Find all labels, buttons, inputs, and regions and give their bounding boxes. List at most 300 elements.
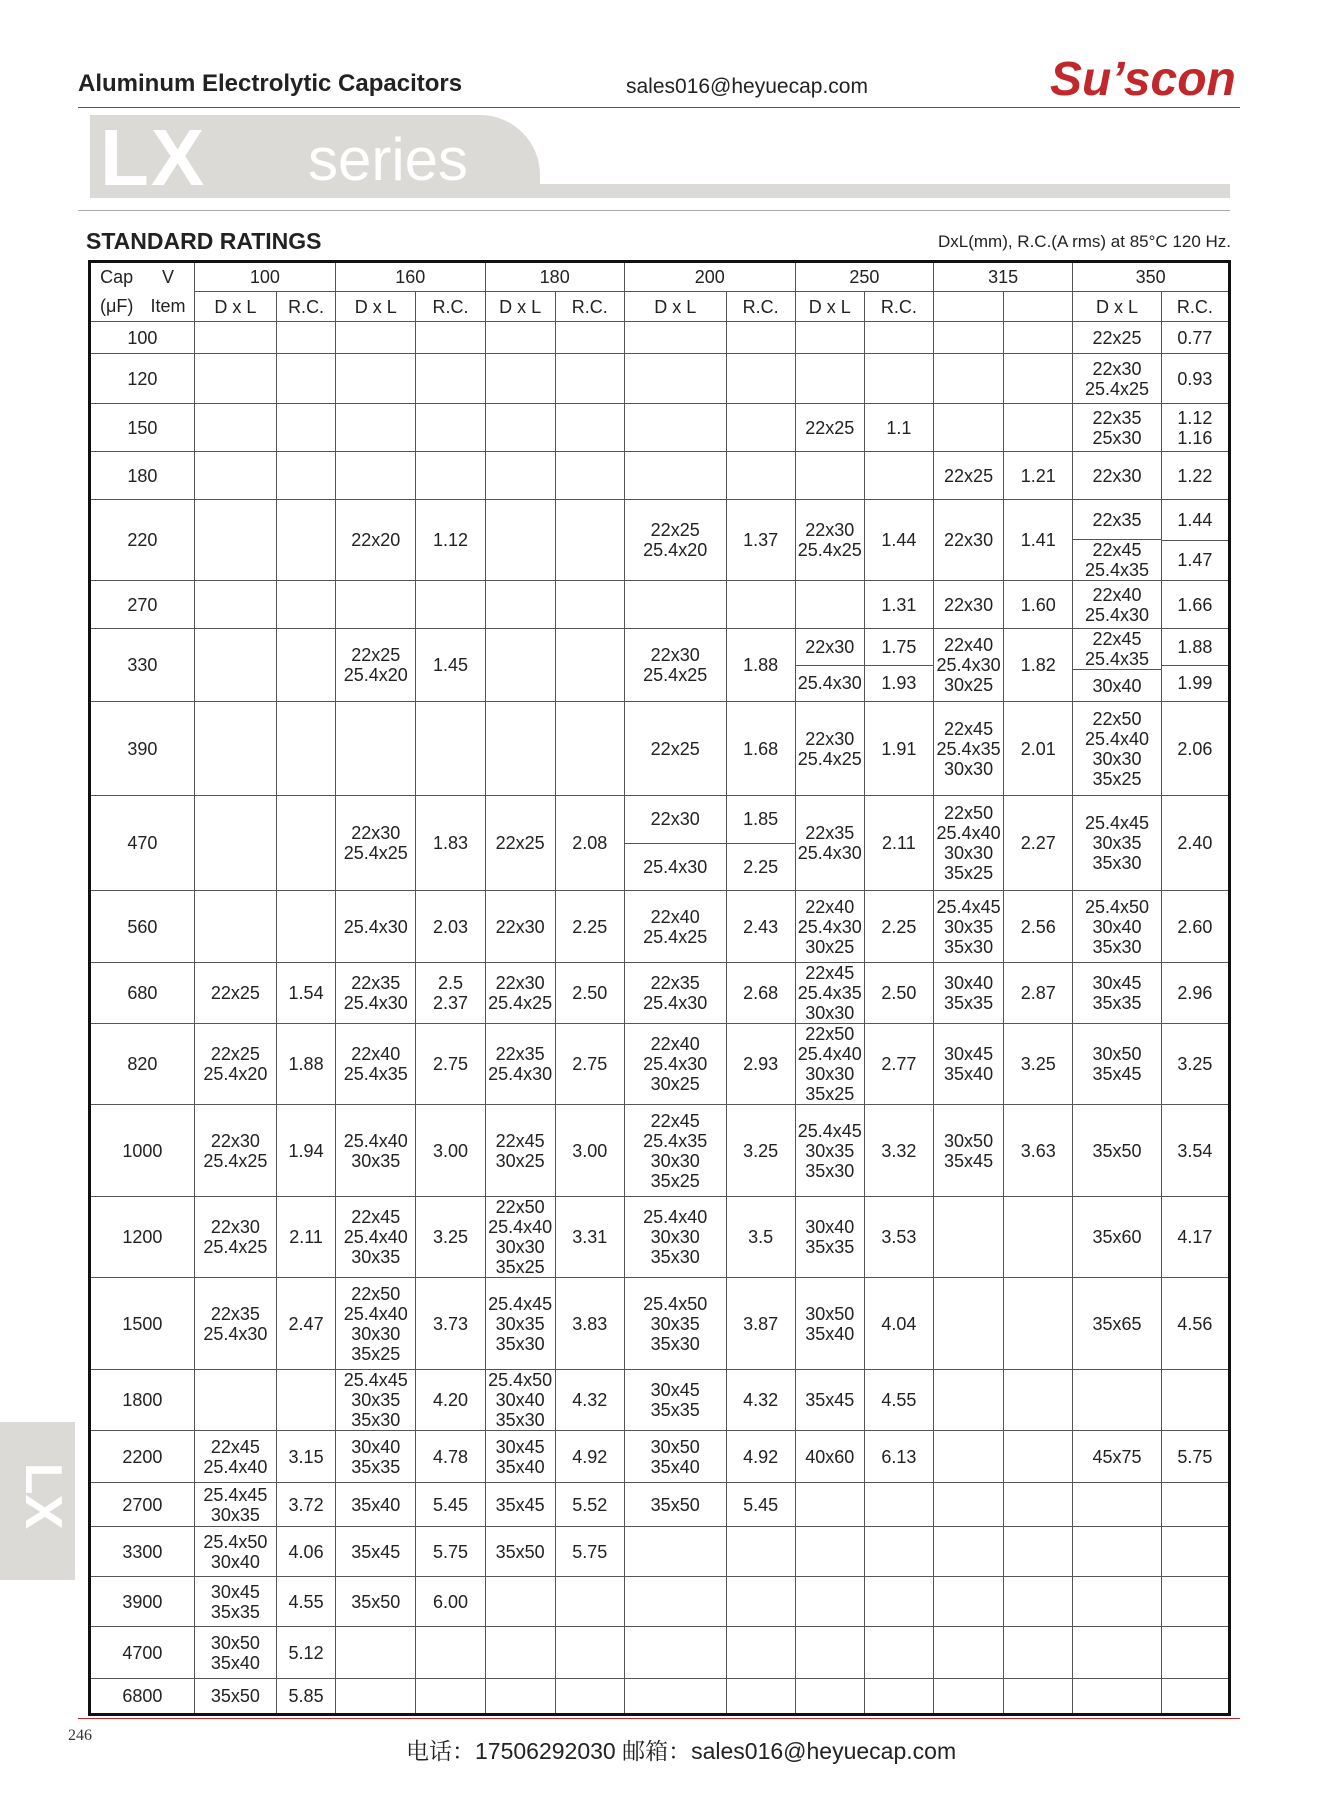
voltage-header: 180 [485,262,624,292]
rc-cell: 3.15 [277,1431,336,1483]
dxl-cell [485,629,555,702]
rc-cell [1004,1577,1073,1627]
dxl-cell [1073,1627,1161,1679]
dxl-cell: 25.4x50 30x35 35x30 [624,1278,726,1370]
dxl-cell [933,1527,1003,1577]
dxl-cell [1073,629,1161,702]
rc-cell: 2.03 [416,891,485,963]
table-row [90,354,1230,404]
dxl-cell: 22x35 25x30 [1073,404,1161,452]
dxl-cell [795,452,864,500]
dxl-cell: 25.4x45 30x35 35x30 [336,1370,416,1431]
rc-cell: 3.73 [416,1278,485,1370]
sub-value: 22x30 [805,636,855,657]
dxl-cell: 22x25 [194,963,276,1024]
dxl-cell: 22x45 25.4x35 30x30 35x25 [624,1105,726,1197]
dxl-cell [933,404,1003,452]
cap-cell: 100 [90,322,195,354]
rc-cell: 4.04 [864,1278,933,1370]
cap-cell: 150 [90,404,195,452]
sub-value: 1.44 [1177,509,1213,530]
dxl-cell [485,1627,555,1679]
sub-value: 30x40 [1073,669,1160,701]
dxl-cell: 35x45 [485,1483,555,1527]
dxl-header: D x L [1073,292,1161,322]
rc-cell [555,404,624,452]
rc-cell [555,322,624,354]
voltage-header: 200 [624,262,795,292]
series-bar [540,184,1230,198]
dxl-cell: 22x50 25.4x40 30x30 35x25 [933,796,1003,891]
rc-header [1004,292,1073,322]
rc-cell [726,1527,795,1577]
rc-cell: 4.56 [1161,1278,1229,1370]
rc-cell: 4.78 [416,1431,485,1483]
rc-cell: 2.08 [555,796,624,891]
rc-cell [277,796,336,891]
rc-cell [1161,1577,1229,1627]
table-row [90,1278,1230,1370]
table-row [90,963,1230,1024]
rc-cell [555,629,624,702]
rc-cell: 1.37 [726,500,795,581]
dxl-cell: 25.4x40 30x35 [336,1105,416,1197]
table-row [90,581,1230,629]
dxl-cell: 22x45 25.4x35 30x30 [933,702,1003,796]
table-row [90,1105,1230,1197]
table-row [90,1370,1230,1431]
dxl-cell: 22x35 25.4x30 [194,1278,276,1370]
rc-cell: 2.50 [864,963,933,1024]
dxl-cell: 22x25 25.4x20 [336,629,416,702]
rc-cell: 1.60 [1004,581,1073,629]
rc-cell: 1.88 [726,629,795,702]
cap-cell: 1200 [90,1197,195,1278]
rc-cell [277,500,336,581]
rc-cell: 1.94 [277,1105,336,1197]
dxl-cell [485,500,555,581]
cap-cell: 4700 [90,1627,195,1679]
rc-cell: 2.11 [864,796,933,891]
dxl-cell [624,354,726,404]
sub-value: 22x45 25.4x35 [1084,629,1150,669]
table-row [90,1627,1230,1679]
dxl-cell [624,1627,726,1679]
rc-cell: 5.52 [555,1483,624,1527]
cap-cell: 1800 [90,1370,195,1431]
dxl-cell: 35x50 [624,1483,726,1527]
rc-cell [726,354,795,404]
dxl-cell: 25.4x50 30x40 35x30 [485,1370,555,1431]
rc-cell [416,404,485,452]
cap-cell: 1000 [90,1105,195,1197]
rc-cell [1004,1370,1073,1431]
dxl-cell [194,581,276,629]
rc-cell [277,891,336,963]
dxl-cell [485,404,555,452]
rc-cell: 1.1 [864,404,933,452]
rc-cell [277,1370,336,1431]
sub-value: 22x35 [1092,509,1142,530]
dxl-cell: 25.4x45 30x35 [194,1483,276,1527]
page-number: 246 [68,1727,92,1744]
cap-cell: 330 [90,629,195,702]
cap-cell: 470 [90,796,195,891]
dxl-cell: 22x30 25.4x25 [624,629,726,702]
rc-cell: 1.44 [864,500,933,581]
dxl-cell: 35x45 [336,1527,416,1577]
rc-cell: 4.06 [277,1527,336,1577]
rc-cell: 4.17 [1161,1197,1229,1278]
rc-cell: 3.31 [555,1197,624,1278]
rc-cell [1004,404,1073,452]
dxl-cell: 22x40 25.4x30 30x25 [795,891,864,963]
rc-header: R.C. [1161,292,1229,322]
dxl-cell [624,1577,726,1627]
dxl-cell: 30x40 35x35 [933,963,1003,1024]
dxl-cell: 30x50 35x40 [194,1627,276,1679]
dxl-cell [933,1483,1003,1527]
rc-cell [864,322,933,354]
dxl-cell [194,404,276,452]
rc-cell: 2.43 [726,891,795,963]
rc-cell [726,1627,795,1679]
cap-cell: 820 [90,1024,195,1105]
rc-cell [1161,1483,1229,1527]
rc-cell [1161,1370,1229,1431]
dxl-cell: 22x45 25.4x40 30x35 [336,1197,416,1278]
dxl-cell [336,581,416,629]
cap-cell: 680 [90,963,195,1024]
dxl-cell: 30x45 35x35 [194,1577,276,1627]
dxl-cell: 22x25 [795,404,864,452]
dxl-cell [194,796,276,891]
rc-cell: 2.93 [726,1024,795,1105]
dxl-header: D x L [194,292,276,322]
sub-value: 1.93 [865,665,933,702]
dxl-cell [795,1527,864,1577]
rc-cell: 3.00 [416,1105,485,1197]
series-code: LX [100,113,207,202]
header-email[interactable]: sales016@heyuecap.com [626,75,868,98]
rc-cell [864,1577,933,1627]
rc-cell: 1.88 [277,1024,336,1105]
dxl-cell [194,702,276,796]
rc-cell: 4.32 [726,1370,795,1431]
rc-cell: 2.56 [1004,891,1073,963]
corner-item: Item [142,292,194,322]
rc-cell: 5.45 [726,1483,795,1527]
cap-cell: 120 [90,354,195,404]
corner-v: V [142,262,194,292]
rc-cell [555,1577,624,1627]
rc-cell [726,1679,795,1715]
dxl-cell: 30x50 35x40 [624,1431,726,1483]
rc-cell [555,452,624,500]
dxl-cell: 35x50 [485,1527,555,1577]
dxl-cell [795,629,864,702]
dxl-cell: 30x40 35x35 [795,1197,864,1278]
dxl-header: D x L [624,292,726,322]
dxl-cell [933,1197,1003,1278]
dxl-cell [795,581,864,629]
sub-value: 2.25 [727,843,795,891]
dxl-cell [933,1627,1003,1679]
table-row [90,702,1230,796]
table-row [90,891,1230,963]
cap-cell: 2700 [90,1483,195,1527]
rc-cell: 2.68 [726,963,795,1024]
dxl-cell: 22x30 25.4x25 [194,1105,276,1197]
rc-cell: 3.25 [726,1105,795,1197]
dxl-cell: 22x30 [933,500,1003,581]
rc-header: R.C. [277,292,336,322]
dxl-cell: 35x65 [1073,1278,1161,1370]
dxl-header: D x L [795,292,864,322]
rc-cell [1004,322,1073,354]
rc-cell: 1.22 [1161,452,1229,500]
table-row [90,1679,1230,1715]
dxl-cell: 30x45 35x40 [485,1431,555,1483]
dxl-cell [485,322,555,354]
dxl-cell: 25.4x30 [336,891,416,963]
rc-cell: 3.83 [555,1278,624,1370]
rc-cell: 1.31 [864,581,933,629]
rc-cell: 1.83 [416,796,485,891]
rc-cell [1161,1527,1229,1577]
rc-cell: 2.77 [864,1024,933,1105]
dxl-cell: 22x30 25.4x25 [194,1197,276,1278]
rc-cell [277,702,336,796]
dxl-cell: 22x30 25.4x25 [795,500,864,581]
cap-cell: 3300 [90,1527,195,1577]
dxl-cell: 25.4x45 30x35 35x30 [795,1105,864,1197]
dxl-cell: 25.4x45 30x35 35x30 [933,891,1003,963]
rc-cell [1004,354,1073,404]
rc-cell: 2.60 [1161,891,1229,963]
rc-cell: 4.20 [416,1370,485,1431]
rc-cell [277,322,336,354]
dxl-cell: 22x35 25.4x30 [624,963,726,1024]
side-tab-label: LX [14,1462,73,1530]
dxl-cell [1073,1370,1161,1431]
rc-cell [555,354,624,404]
rc-cell [277,452,336,500]
dxl-cell: 25.4x45 30x35 35x30 [485,1278,555,1370]
sub-value: 1.88 [1177,636,1213,657]
rc-cell [726,322,795,354]
rc-cell [726,1577,795,1627]
dxl-cell: 22x45 25.4x35 30x30 [795,963,864,1024]
rc-cell: 1.54 [277,963,336,1024]
dxl-cell [624,322,726,354]
rc-cell [555,1679,624,1715]
dxl-cell [933,1679,1003,1715]
sub-value: 1.75 [881,636,917,657]
cap-cell: 560 [90,891,195,963]
rc-cell [1161,1627,1229,1679]
rc-cell: 3.32 [864,1105,933,1197]
dxl-cell: 30x50 35x40 [795,1278,864,1370]
rc-cell: 5.75 [416,1527,485,1577]
rc-cell: 2.25 [555,891,624,963]
header-title: Aluminum Electrolytic Capacitors [78,70,463,97]
table-row [90,1024,1230,1105]
rc-cell: 3.87 [726,1278,795,1370]
voltage-header: 100 [194,262,335,292]
corner-unit: (μF) [90,292,143,322]
rc-cell: 1.68 [726,702,795,796]
rc-cell: 3.00 [555,1105,624,1197]
dxl-cell [336,322,416,354]
rc-cell [726,796,795,891]
rc-cell [277,354,336,404]
dxl-cell [194,500,276,581]
rc-cell [864,629,933,702]
cap-cell: 6800 [90,1679,195,1715]
dxl-cell [795,322,864,354]
dxl-cell [336,702,416,796]
rc-cell [864,1483,933,1527]
table-row [90,500,1230,581]
dxl-cell: 22x25 25.4x20 [624,500,726,581]
dxl-cell: 22x30 [485,891,555,963]
dxl-cell [933,1577,1003,1627]
dxl-cell: 22x25 [624,702,726,796]
rc-cell [726,404,795,452]
rc-cell [416,1679,485,1715]
dxl-cell: 22x25 [1073,322,1161,354]
dxl-cell: 22x25 [485,796,555,891]
dxl-cell: 35x40 [336,1483,416,1527]
rc-cell [1004,1197,1073,1278]
dxl-cell: 22x40 25.4x25 [624,891,726,963]
dxl-cell: 22x35 25.4x30 [336,963,416,1024]
rc-cell [1004,1483,1073,1527]
rc-cell: 3.5 [726,1197,795,1278]
rc-cell: 3.25 [1161,1024,1229,1105]
cap-cell: 1500 [90,1278,195,1370]
voltage-header: 250 [795,262,933,292]
rc-cell: 5.45 [416,1483,485,1527]
dxl-cell: 22x20 [336,500,416,581]
rc-cell: 1.21 [1004,452,1073,500]
cap-cell: 2200 [90,1431,195,1483]
dxl-cell [795,354,864,404]
rc-cell: 5.75 [1161,1431,1229,1483]
dxl-cell [336,404,416,452]
dxl-cell: 22x30 25.4x25 [336,796,416,891]
dxl-cell [795,1577,864,1627]
rc-cell [277,629,336,702]
rc-cell: 1.66 [1161,581,1229,629]
dxl-cell [336,1627,416,1679]
dxl-cell [624,1527,726,1577]
table-row [90,796,1230,891]
rc-cell: 2.01 [1004,702,1073,796]
sub-value: 22x45 25.4x35 [1073,539,1160,580]
dxl-cell: 22x45 25.4x40 [194,1431,276,1483]
rc-cell: 6.13 [864,1431,933,1483]
rc-cell: 1.12 1.16 [1161,404,1229,452]
dxl-cell: 25.4x50 30x40 35x30 [1073,891,1161,963]
dxl-cell: 22x50 25.4x40 30x30 35x25 [336,1278,416,1370]
rc-cell: 1.41 [1004,500,1073,581]
dxl-cell: 25.4x50 30x40 [194,1527,276,1577]
dxl-cell: 30x50 35x45 [933,1105,1003,1197]
rc-cell: 4.32 [555,1370,624,1431]
dxl-cell [933,1370,1003,1431]
dxl-cell: 30x50 35x45 [1073,1024,1161,1105]
sub-value: 1.99 [1162,665,1228,702]
cap-cell: 390 [90,702,195,796]
dxl-cell [194,322,276,354]
brand-logo: Su’scon [1050,53,1236,106]
rc-cell [864,1627,933,1679]
series-word: series [308,126,469,193]
dxl-cell [933,1431,1003,1483]
dxl-cell: 22x45 30x25 [485,1105,555,1197]
rc-cell [416,322,485,354]
table-row [90,452,1230,500]
dxl-header: D x L [336,292,416,322]
dxl-cell: 30x40 35x35 [336,1431,416,1483]
dxl-cell: 22x40 25.4x30 30x25 [624,1024,726,1105]
table-row [90,1577,1230,1627]
dxl-cell [1073,1577,1161,1627]
sub-value: 22x30 [650,809,700,830]
voltage-header: 315 [933,262,1072,292]
table-row [90,1197,1230,1278]
dxl-cell [624,796,726,891]
dxl-cell [624,404,726,452]
rc-cell [555,1627,624,1679]
rc-cell: 3.25 [416,1197,485,1278]
rc-cell [726,452,795,500]
rc-cell [416,1627,485,1679]
dxl-cell: 35x45 [795,1370,864,1431]
header-rule [78,107,1240,108]
rc-cell: 0.77 [1161,322,1229,354]
rc-cell: 3.54 [1161,1105,1229,1197]
dxl-cell: 22x50 25.4x40 30x30 35x25 [795,1024,864,1105]
dxl-cell [1073,1679,1161,1715]
dxl-cell [194,354,276,404]
cap-cell: 180 [90,452,195,500]
dxl-cell [1073,1527,1161,1577]
dxl-cell [485,1577,555,1627]
dxl-cell [624,452,726,500]
dxl-cell: 22x35 25.4x30 [485,1024,555,1105]
dxl-cell: 35x50 [1073,1105,1161,1197]
rc-cell [555,702,624,796]
footer-contact: 电话：17506292030 邮箱：sales016@heyuecap.com [406,1738,957,1764]
dxl-cell [194,452,276,500]
rc-cell: 5.12 [277,1627,336,1679]
rc-cell: 6.00 [416,1577,485,1627]
rc-cell: 2.96 [1161,963,1229,1024]
dxl-cell [485,452,555,500]
rc-cell: 1.91 [864,702,933,796]
dxl-cell [485,581,555,629]
rc-cell: 2.06 [1161,702,1229,796]
dxl-cell [336,452,416,500]
rc-cell: 1.82 [1004,629,1073,702]
dxl-cell: 35x50 [194,1679,276,1715]
rc-cell: 3.63 [1004,1105,1073,1197]
rc-header: R.C. [416,292,485,322]
table-row [90,1527,1230,1577]
